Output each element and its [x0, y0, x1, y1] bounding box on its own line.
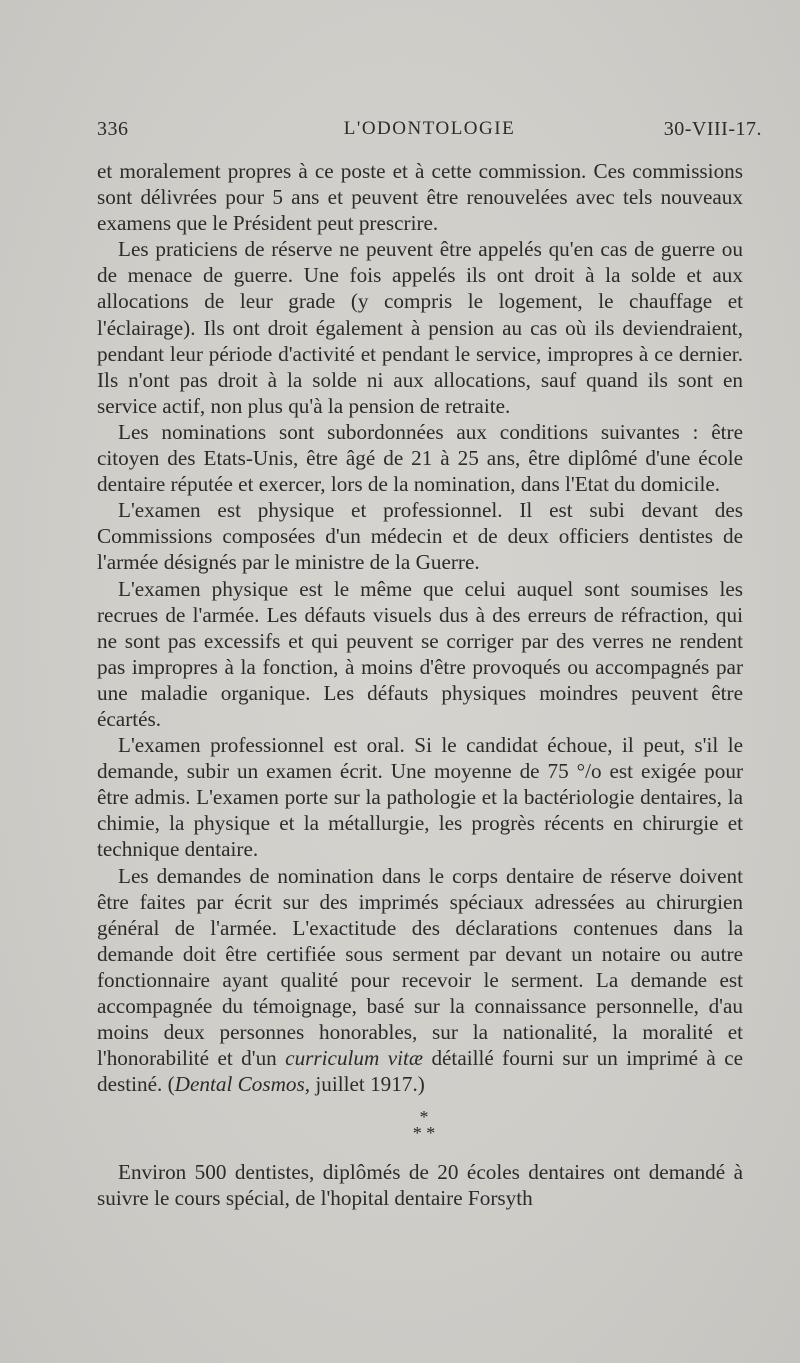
issue-date: 30-VIII-17. — [663, 118, 762, 140]
application-text-after: juillet 1917.) — [315, 1072, 425, 1097]
application-text-middle: détaillé fourni sur un imprimé à ce destiné. ( — [97, 1046, 744, 1097]
asterism-divider — [97, 1107, 743, 1144]
asterism-bottom: * * — [412, 1123, 436, 1144]
paragraph-reserve-practitioners: Les praticiens de réserve ne peuvent être appelés qu'en cas de guerre ou de menace de guerre. Une fois appelés ils ont droit à la solde et aux allocations de leur grade (y compris le logement, le chauffage et l'éclairage). Ils ont droit également à pension au cas où ils deviendraient, pendant leur période d'activité et pendant le service, impropres à ce dernier. Ils n'ont pas droit à la solde ni aux allocations, sauf quand ils sont en service actif, non plus qu'à la pension de retraite. — [97, 237, 743, 418]
paragraph-forsyth-course: Environ 500 dentistes, diplômés de 20 écoles dentaires ont demandé à suivre le cours spécial, de l'hopital dentaire Forsyth — [97, 1160, 743, 1211]
curriculum-vitae-italic: curriculum vitæ — [285, 1046, 424, 1071]
running-header — [97, 118, 762, 148]
journal-title: L'ODONTOLOGIE — [343, 118, 516, 139]
paragraph-continuation: et moralement propres à ce poste et à cette commission. Ces commissions sont délivrées pour 5 ans et peuvent être renouvelées avec tels nouveaux examens que le Président peut prescrire. — [97, 159, 743, 236]
page-number: 336 — [97, 118, 129, 140]
dental-cosmos-citation: Dental Cosmos, — [174, 1072, 311, 1097]
application-text-before: Les demandes de nomination dans le corps dentaire de réserve doivent être faites par écrit sur des imprimés spéciaux adressées au chirurgien général de l'armée. L'exactitude des déclarations contenues dans la demande doit être certifiée sous serment par devant un notaire ou autre fonctionnaire ayant qualité pour recevoir le serment. La demande est accompagnée du témoignage, basé sur la connaissance personnelle, d'au moins deux personnes honorables, sur la nationalité, la moralité et l'honorabilité et d'un — [97, 863, 743, 1071]
paragraph-professional-exam: L'examen professionnel est oral. Si le candidat échoue, il peut, s'il le demande, subir un examen écrit. Une moyenne de 75 °/o est exigée pour être admis. L'examen porte sur la pathologie et la bactériologie dentaires, la chimie, la physique et la métallurgie, les progrès récents en chirurgie et technique dentaire. — [97, 733, 743, 862]
paragraph-physical-exam: L'examen physique est le même que celui auquel sont soumises les recrues de l'armée. Les défauts visuels dus à des erreurs de réfraction, qui ne sont pas excessifs et qui peuvent se corriger par des verres ne rendent pas impropres à la fonction, à moins d'être provoqués ou accompagnés par une maladie organique. Les défauts physiques moindres peuvent être écartés. — [97, 576, 743, 731]
asterism-top: * — [419, 1107, 429, 1128]
paragraph-nomination-conditions: Les nominations sont subordonnées aux conditions suivantes : être citoyen des Etats-Unis, être âgé de 21 à 25 ans, être diplômé d'une école dentaire réputée et exercer, lors de la nomination, dans l'Etat du domicile. — [97, 419, 743, 497]
paragraph-exam-overview: L'examen est physique et professionnel. Il est subi devant des Commissions composées d'un médecin et de deux officiers dentistes de l'armée désignés par le ministre de la Guerre. — [97, 498, 743, 575]
paragraph-application-requests — [97, 863, 743, 1098]
article-body — [97, 158, 743, 1212]
